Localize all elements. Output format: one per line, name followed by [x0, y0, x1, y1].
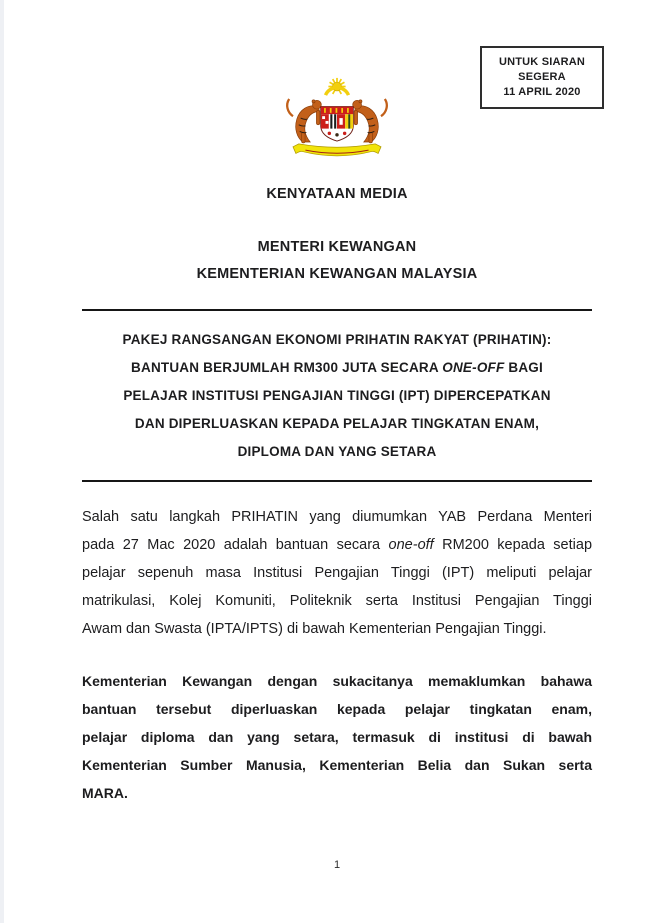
body-line: Kementerian Sumber Manusia, Kementerian Belia dan Sukan serta	[82, 757, 592, 773]
release-box-line-2: SEGERA	[518, 71, 566, 83]
page-edge	[0, 0, 4, 923]
title-line-4: DAN DIPERLUASKAN KEPADA PELAJAR TINGKATAN ENAM,	[134, 416, 540, 431]
title-line-2-after: BAGI	[504, 360, 543, 375]
body-line: bantuan tersebut diperluaskan kepada pelajar tingkatan enam,	[82, 701, 592, 717]
minister-heading: MENTERI KEWANGAN	[257, 239, 417, 255]
media-statement-heading: KENYATAAN MEDIA	[266, 186, 408, 202]
ministry-heading: KEMENTERIAN KEWANGAN MALAYSIA	[196, 266, 478, 282]
body-line: Awam dan Swasta (IPTA/IPTS) di bawah Kementerian Pengajian Tinggi.	[82, 621, 547, 637]
body-line	[82, 531, 592, 559]
page-number: 1	[333, 859, 341, 871]
press-title	[82, 326, 592, 466]
title-line-1: PAKEJ RANGSANGAN EKONOMI PRIHATIN RAKYAT (PRIHATIN):	[122, 332, 552, 347]
body-line: Salah satu langkah PRIHATIN yang diumumkan YAB Perdana Menteri	[82, 509, 592, 525]
body-line-italic: one-off	[388, 537, 434, 553]
title-line-3: PELAJAR INSTITUSI PENGAJIAN TINGGI (IPT) DIPERCEPATKAN	[123, 388, 551, 403]
malaysia-coat-of-arms-icon	[278, 76, 396, 164]
title-line-2	[82, 354, 592, 382]
divider-top	[82, 309, 592, 311]
body-line: pelajar sepenuh masa Institusi Pengajian Tinggi (IPT) meliputi pelajar	[82, 565, 592, 581]
body-line: MARA.	[82, 785, 128, 801]
divider-bottom	[82, 480, 592, 482]
document-content	[82, 0, 592, 871]
release-box-line-1: UNTUK SIARAN	[498, 56, 586, 68]
release-box-line-3: 11 APRIL 2020	[503, 86, 581, 98]
title-line-5: DIPLOMA DAN YANG SETARA	[237, 444, 437, 459]
paragraph-intro	[82, 503, 592, 643]
body-line-after: RM200 kepada setiap	[433, 537, 593, 553]
title-line-2-before: BANTUAN BERJUMLAH RM300 JUTA SECARA	[131, 360, 443, 375]
paragraph-expansion	[82, 667, 592, 807]
body-line: pelajar diploma dan yang setara, termasuk di institusi di bawah	[82, 729, 592, 745]
body-line-before: pada 27 Mac 2020 adalah bantuan secara	[82, 537, 389, 553]
title-line-2-italic: ONE-OFF	[442, 360, 505, 375]
body-line: matrikulasi, Kolej Komuniti, Politeknik serta Institusi Pengajian Tinggi	[82, 593, 592, 609]
body-line: Kementerian Kewangan dengan sukacitanya memaklumkan bahawa	[82, 673, 592, 689]
